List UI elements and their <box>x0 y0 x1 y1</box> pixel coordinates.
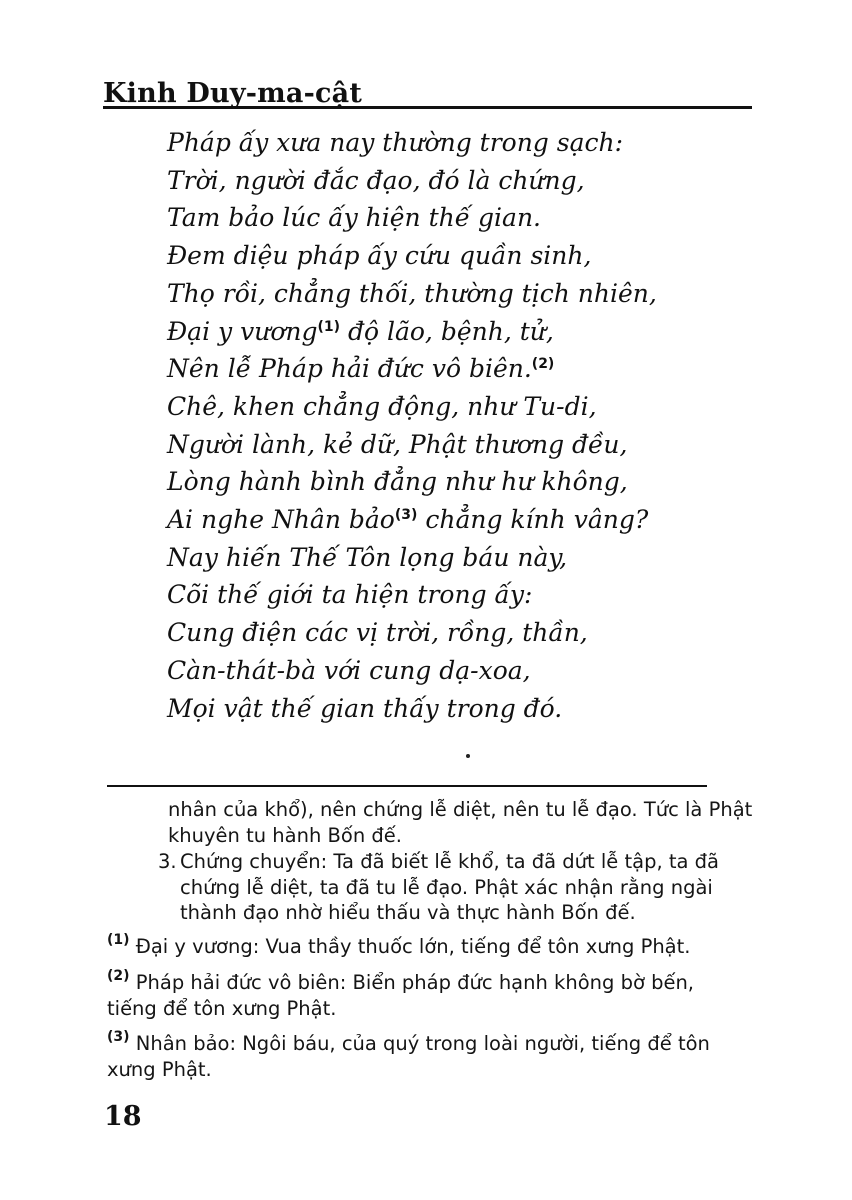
verse-line: Nay hiến Thế Tôn lọng báu này, <box>167 542 568 572</box>
footnote-line: thành đạo nhờ hiểu thấu và thực hành Bốn đế. <box>180 901 636 924</box>
verse-text: Đại y vương <box>167 316 318 346</box>
verse-line <box>167 501 767 539</box>
verse-line: Pháp ấy xưa nay thường trong sạch: <box>167 128 624 157</box>
footnote-line: nhân của khổ), nên chứng lễ diệt, nên tu lễ đạo. Tức là Phật <box>168 798 753 821</box>
verse-line: Thọ rồi, chẳng thối, thường tịch nhiên, <box>167 278 657 308</box>
footnote-text: Chứng chuyển: Ta đã biết lễ khổ, ta đã dứt lễ tập, ta đã <box>180 850 719 873</box>
footnote-continuation <box>168 797 768 848</box>
verse-text: Nên lễ Pháp hải đức vô biên. <box>167 354 532 384</box>
verse-line: Người lành, kẻ dữ, Phật thương đều, <box>167 429 628 459</box>
verse-line: Trời, người đắc đạo, đó là chứng, <box>167 165 585 195</box>
footnote-reference-3: (3) <box>394 507 418 524</box>
footnote-line: khuyên tu hành Bốn đế. <box>168 823 402 847</box>
verse-line: Mọi vật thế gian thấy trong đó. <box>167 693 563 723</box>
footnote-text: Đại y vương: Vua thầy thuốc lớn, tiếng để tôn xưng Phật. <box>129 935 691 958</box>
verse-line: Chê, khen chẳng động, như Tu-di, <box>167 391 597 421</box>
verse-text: độ lão, bệnh, tử, <box>340 316 554 346</box>
footnote-text: Nhân bảo: Ngôi báu, của quý trong loài người, tiếng để tôn <box>129 1032 710 1055</box>
verse-line: Cung điện các vị trời, rồng, thần, <box>167 618 588 648</box>
footnote-text: Pháp hải đức vô biên: Biển pháp đức hạnh không bờ bến, <box>129 971 695 994</box>
verse-line: Tam bảo lúc ấy hiện thế gian. <box>167 203 541 233</box>
verse-line <box>167 350 767 388</box>
ornament-dot <box>466 754 470 758</box>
footnote-line <box>107 934 767 960</box>
verse-text: chẳng kính vâng? <box>417 505 649 535</box>
footnote-1 <box>107 934 767 960</box>
list-number: 3. <box>158 850 177 873</box>
footnote-line <box>107 1031 767 1057</box>
footnote-line: tiếng để tôn xưng Phật. <box>107 996 337 1020</box>
running-header-title: Kinh Duy-ma-cật <box>103 78 362 109</box>
footnote-reference-2: (2) <box>531 356 555 373</box>
footnote-marker: (1) <box>107 932 130 948</box>
verse-line: Càn-thát-bà với cung dạ-xoa, <box>167 655 531 685</box>
footnote-line <box>107 970 767 996</box>
verse-block <box>167 124 767 727</box>
verse-line: Lòng hành bình đẳng như hư không, <box>167 467 628 497</box>
verse-line: Đem diệu pháp ấy cứu quần sinh, <box>167 241 592 271</box>
footnote-reference-1: (1) <box>317 318 341 335</box>
page-number: 18 <box>104 1101 142 1132</box>
footnote-marker: (2) <box>107 968 130 984</box>
footnote-3 <box>107 1031 767 1082</box>
footnote-line: xưng Phật. <box>107 1057 212 1081</box>
footnote-separator <box>107 785 707 787</box>
footnote-line: chứng lễ diệt, ta đã tu lễ đạo. Phật xác nhận rằng ngài <box>180 875 713 899</box>
verse-line: Cõi thế giới ta hiện trong ấy: <box>167 580 533 610</box>
header-rule <box>103 106 752 109</box>
footnote-2 <box>107 970 767 1021</box>
footnote-line <box>158 849 758 875</box>
footnote-list-item-3 <box>158 849 758 926</box>
footnote-marker: (3) <box>107 1029 130 1045</box>
verse-line <box>167 313 767 351</box>
verse-text: Ai nghe Nhân bảo <box>167 505 395 535</box>
